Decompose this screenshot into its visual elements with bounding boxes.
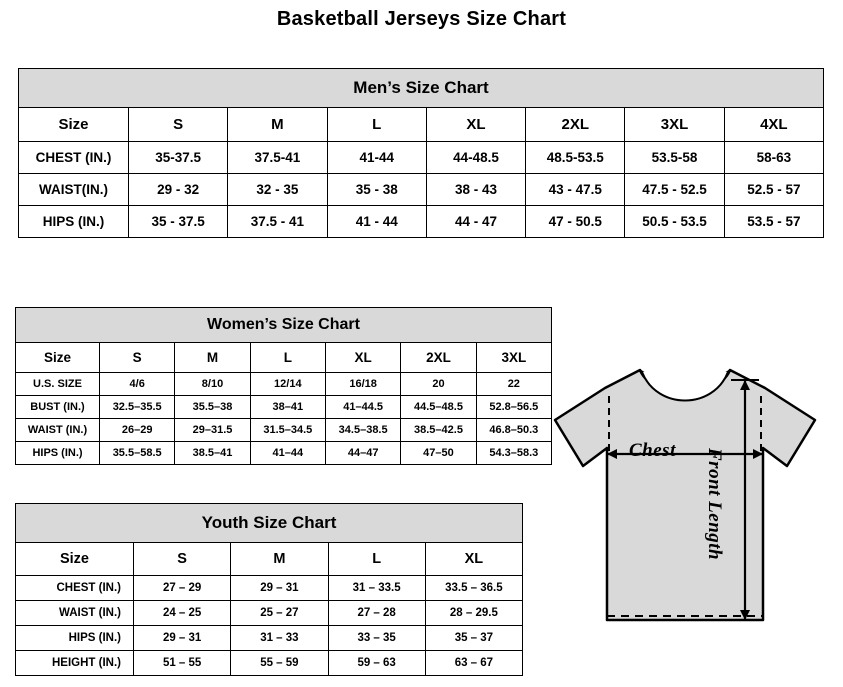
table-cell: 8/10 xyxy=(175,373,250,396)
table-row xyxy=(16,651,523,676)
table-row xyxy=(16,601,523,626)
table-cell: 4/6 xyxy=(100,373,175,396)
column-header: Size xyxy=(16,343,100,373)
table-cell: 44 - 47 xyxy=(426,206,525,238)
table-cell: 38–41 xyxy=(250,396,325,419)
table-row xyxy=(19,142,824,174)
row-label: BUST (IN.) xyxy=(16,396,100,419)
column-header: M xyxy=(175,343,250,373)
table-row xyxy=(16,442,552,465)
table-cell: 16/18 xyxy=(325,373,400,396)
column-header: S xyxy=(100,343,175,373)
row-label: HEIGHT (IN.) xyxy=(16,651,134,676)
column-header: 2XL xyxy=(401,343,476,373)
table-cell: 44.5–48.5 xyxy=(401,396,476,419)
womens-size-chart-table xyxy=(15,307,552,465)
page-title: Basketball Jerseys Size Chart xyxy=(276,8,567,30)
table-cell: 41 - 44 xyxy=(327,206,426,238)
table-cell: 26–29 xyxy=(100,419,175,442)
table-cell: 37.5 - 41 xyxy=(228,206,327,238)
table-cell: 41-44 xyxy=(327,142,426,174)
column-header: L xyxy=(327,108,426,142)
table-cell: 51 – 55 xyxy=(134,651,231,676)
row-label: WAIST(IN.) xyxy=(19,174,129,206)
row-label: U.S. SIZE xyxy=(16,373,100,396)
table-caption-row xyxy=(16,308,552,343)
jersey-measurement-diagram xyxy=(545,358,835,668)
table-cell: 41–44 xyxy=(250,442,325,465)
table-cell: 33 – 35 xyxy=(328,626,425,651)
row-label: HIPS (IN.) xyxy=(19,206,129,238)
table-cell: 50.5 - 53.5 xyxy=(625,206,724,238)
table-cell: 38.5–42.5 xyxy=(401,419,476,442)
column-header: M xyxy=(231,543,328,576)
table-row xyxy=(19,174,824,206)
table-cell: 59 – 63 xyxy=(328,651,425,676)
table-row xyxy=(16,626,523,651)
column-header: 2XL xyxy=(526,108,625,142)
table-cell: 35 - 37.5 xyxy=(129,206,228,238)
table-row xyxy=(16,576,523,601)
womens-chart-caption: Women’s Size Chart xyxy=(16,308,552,343)
column-header: L xyxy=(328,543,425,576)
table-row xyxy=(16,373,552,396)
table-cell: 34.5–38.5 xyxy=(325,419,400,442)
table-cell: 32.5–35.5 xyxy=(100,396,175,419)
table-cell: 55 – 59 xyxy=(231,651,328,676)
chest-measurement-label: Chest xyxy=(629,440,676,461)
youth-chart-caption: Youth Size Chart xyxy=(16,504,523,543)
column-header: 3XL xyxy=(476,343,551,373)
table-cell: 29–31.5 xyxy=(175,419,250,442)
column-header: S xyxy=(134,543,231,576)
row-label: HIPS (IN.) xyxy=(16,442,100,465)
column-header: XL xyxy=(325,343,400,373)
table-cell: 41–44.5 xyxy=(325,396,400,419)
table-cell: 44–47 xyxy=(325,442,400,465)
row-label: CHEST (IN.) xyxy=(16,576,134,601)
table-cell: 35.5–38 xyxy=(175,396,250,419)
table-header-row xyxy=(16,543,523,576)
table-cell: 53.5-58 xyxy=(625,142,724,174)
table-header-row xyxy=(16,343,552,373)
row-label: WAIST (IN.) xyxy=(16,419,100,442)
table-cell: 52.5 - 57 xyxy=(724,174,823,206)
column-header: 3XL xyxy=(625,108,724,142)
table-cell: 53.5 - 57 xyxy=(724,206,823,238)
table-cell: 54.3–58.3 xyxy=(476,442,551,465)
table-cell: 38.5–41 xyxy=(175,442,250,465)
column-header: Size xyxy=(16,543,134,576)
table-cell: 35-37.5 xyxy=(129,142,228,174)
row-label: CHEST (IN.) xyxy=(19,142,129,174)
table-cell: 29 – 31 xyxy=(231,576,328,601)
table-cell: 27 – 29 xyxy=(134,576,231,601)
table-row xyxy=(19,206,824,238)
table-cell: 47.5 - 52.5 xyxy=(625,174,724,206)
table-caption-row xyxy=(19,69,824,108)
table-cell: 32 - 35 xyxy=(228,174,327,206)
row-label: WAIST (IN.) xyxy=(16,601,134,626)
table-cell: 31.5–34.5 xyxy=(250,419,325,442)
row-label: HIPS (IN.) xyxy=(16,626,134,651)
table-cell: 44-48.5 xyxy=(426,142,525,174)
mens-size-chart-table xyxy=(18,68,824,238)
table-cell: 28 – 29.5 xyxy=(425,601,522,626)
table-cell: 31 – 33.5 xyxy=(328,576,425,601)
table-cell: 35.5–58.5 xyxy=(100,442,175,465)
table-cell: 27 – 28 xyxy=(328,601,425,626)
table-cell: 22 xyxy=(476,373,551,396)
table-cell: 25 – 27 xyxy=(231,601,328,626)
column-header: XL xyxy=(426,108,525,142)
column-header: S xyxy=(129,108,228,142)
table-cell: 38 - 43 xyxy=(426,174,525,206)
table-cell: 35 – 37 xyxy=(425,626,522,651)
table-cell: 37.5-41 xyxy=(228,142,327,174)
table-cell: 52.8–56.5 xyxy=(476,396,551,419)
table-header-row xyxy=(19,108,824,142)
table-cell: 24 – 25 xyxy=(134,601,231,626)
table-cell: 33.5 – 36.5 xyxy=(425,576,522,601)
table-cell: 12/14 xyxy=(250,373,325,396)
table-cell: 31 – 33 xyxy=(231,626,328,651)
front-length-measurement-label: Front Length xyxy=(704,448,725,561)
column-header: 4XL xyxy=(724,108,823,142)
table-cell: 46.8–50.3 xyxy=(476,419,551,442)
table-cell: 43 - 47.5 xyxy=(526,174,625,206)
table-cell: 58-63 xyxy=(724,142,823,174)
table-cell: 47 - 50.5 xyxy=(526,206,625,238)
table-cell: 35 - 38 xyxy=(327,174,426,206)
table-cell: 29 - 32 xyxy=(129,174,228,206)
table-cell: 48.5-53.5 xyxy=(526,142,625,174)
column-header: Size xyxy=(19,108,129,142)
mens-chart-caption: Men’s Size Chart xyxy=(19,69,824,108)
table-row xyxy=(16,396,552,419)
table-cell: 47–50 xyxy=(401,442,476,465)
table-caption-row xyxy=(16,504,523,543)
table-cell: 29 – 31 xyxy=(134,626,231,651)
column-header: M xyxy=(228,108,327,142)
column-header: L xyxy=(250,343,325,373)
table-cell: 20 xyxy=(401,373,476,396)
youth-size-chart-table xyxy=(15,503,523,676)
table-row xyxy=(16,419,552,442)
column-header: XL xyxy=(425,543,522,576)
tshirt-icon xyxy=(545,358,835,668)
table-cell: 63 – 67 xyxy=(425,651,522,676)
